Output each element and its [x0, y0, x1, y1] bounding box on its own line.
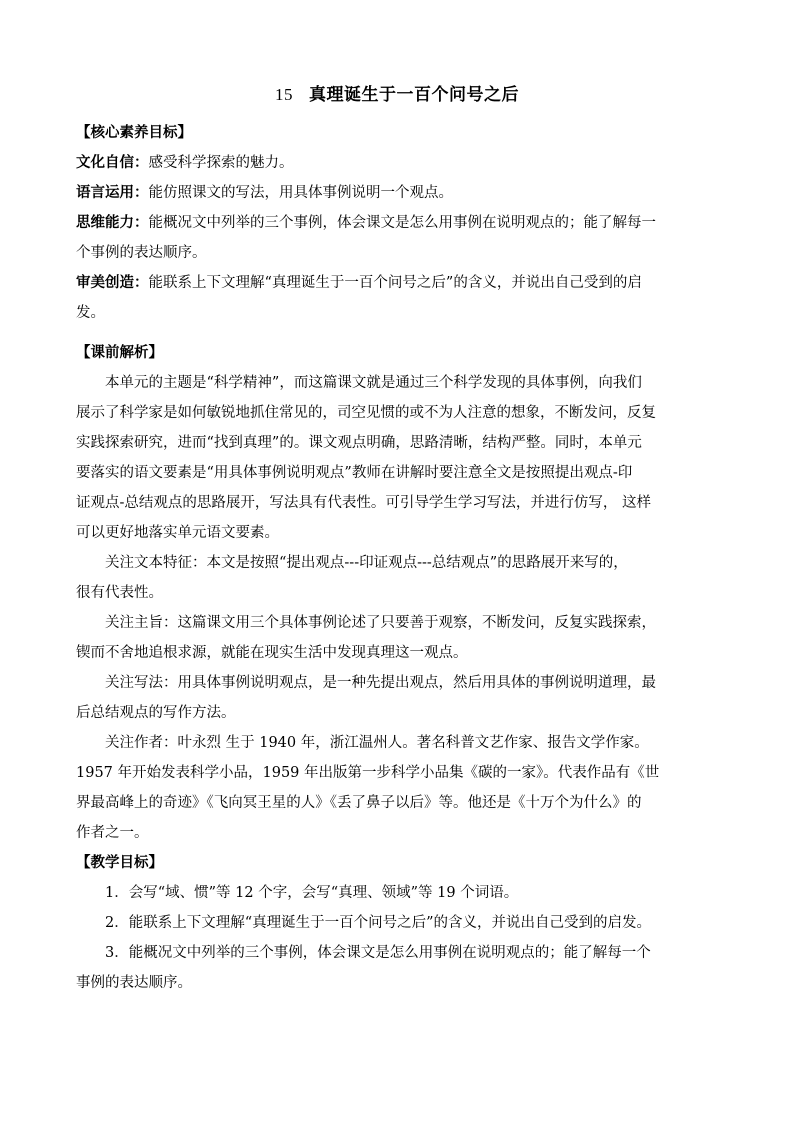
paragraph-line: 可以更好地落实单元语文要素。 [76, 525, 279, 541]
goal-label: 审美创造： [76, 275, 149, 291]
teaching-goal-line: 1．会写“域、惯”等 12 个字，会写“真理、领域”等 19 个词语。 [105, 885, 519, 901]
analysis-paragraph [76, 668, 728, 728]
paragraph-line: 1957 年开始发表科学小品，1959 年出版第一步科学小品集《碳的一家》。代表作品有《世 [76, 765, 660, 781]
paragraph-line: 展示了科学家是如何敏锐地抓住常见的，司空见惯的或不为人注意的想象，不断发问，反复 [76, 405, 656, 421]
pre-analysis-heading: 【课前解析】 [76, 345, 163, 361]
core-goals-heading: 【核心素养目标】 [76, 125, 192, 141]
teaching-goals-heading: 【教学目标】 [76, 855, 163, 871]
goal-text: 个事例的表达顺序。 [76, 245, 207, 261]
goal-text: 能概况文中列举的三个事例，体会课文是怎么用事例在说明观点的；能了解每一 [148, 215, 656, 231]
goal-text: 能联系上下文理解“真理诞生于一百个问号之后”的含义，并说出自己受到的启 [148, 275, 642, 291]
goal-text: 感受科学探索的魅力。 [148, 155, 294, 171]
analysis-paragraph [76, 728, 728, 848]
paragraph-line: 本单元的主题是“科学精神”，而这篇课文就是通过三个科学发现的具体事例，向我们 [105, 375, 642, 391]
goal-cultural [76, 148, 728, 178]
paragraph-line: 锲而不舍地追根求源，就能在现实生活中发现真理这一观点。 [76, 645, 468, 661]
analysis-paragraph [76, 548, 728, 608]
paragraph-line: 关注文本特征：本文是按照“提出观点---印证观点---总结观点”的思路展开来写的， [105, 555, 628, 571]
document-body [76, 118, 728, 998]
goal-aesthetic [76, 268, 728, 328]
paragraph-line: 证观点-总结观点的思路展开，写法具有代表性。可引导学生学习写法，并进行仿写， 这样 [76, 495, 652, 511]
teaching-goal-item [76, 908, 728, 938]
goal-text: 能仿照课文的写法，用具体事例说明一个观点。 [148, 185, 453, 201]
goal-label: 思维能力： [76, 215, 149, 231]
lesson-title: 真理诞生于一百个问号之后 [309, 85, 519, 105]
paragraph-line: 实践探索研究，进而“找到真理”的。课文观点明确，思路清晰，结构严整。同时，本单元 [76, 435, 642, 451]
paragraph-line: 后总结观点的写作方法。 [76, 705, 236, 721]
teaching-goal-item [76, 878, 728, 908]
lesson-number: 15 [275, 85, 293, 104]
goal-label: 文化自信： [76, 155, 149, 171]
paragraph-line: 界最高峰上的奇迹》《飞向冥王星的人》《丢了鼻子以后》等。他还是《十万个为什么》的 [76, 795, 642, 811]
paragraph-line: 关注写法：用具体事例说明观点，是一种先提出观点，然后用具体的事例说明道理，最 [105, 675, 656, 691]
goal-thinking [76, 208, 728, 268]
paragraph-line: 很有代表性。 [76, 585, 163, 601]
goal-text: 发。 [76, 305, 105, 321]
teaching-goal-item [76, 938, 728, 998]
paragraph-line: 要落实的语文要素是“用具体事例说明观点”教师在讲解时要注意全文是按照提出观点-印 [76, 465, 633, 481]
goal-label: 语言运用： [76, 185, 149, 201]
teaching-goal-line: 2．能联系上下文理解“真理诞生于一百个问号之后”的含义，并说出自己受到的启发。 [105, 915, 652, 931]
analysis-paragraph [76, 368, 728, 548]
goal-language [76, 178, 728, 208]
teaching-goal-line: 3．能概况文中列举的三个事例，体会课文是怎么用事例在说明观点的；能了解每一个 [105, 945, 651, 961]
analysis-paragraph [76, 608, 728, 668]
paragraph-line: 作者之一。 [76, 825, 149, 841]
teaching-goal-line: 事例的表达顺序。 [76, 975, 192, 991]
paragraph-line: 关注主旨：这篇课文用三个具体事例论述了只要善于观察，不断发问，反复实践探索， [105, 615, 656, 631]
page-title [0, 80, 794, 105]
paragraph-line: 关注作者：叶永烈 生于 1940 年，浙江温州人。著名科普文艺作家、报告文学作家。 [105, 735, 649, 751]
